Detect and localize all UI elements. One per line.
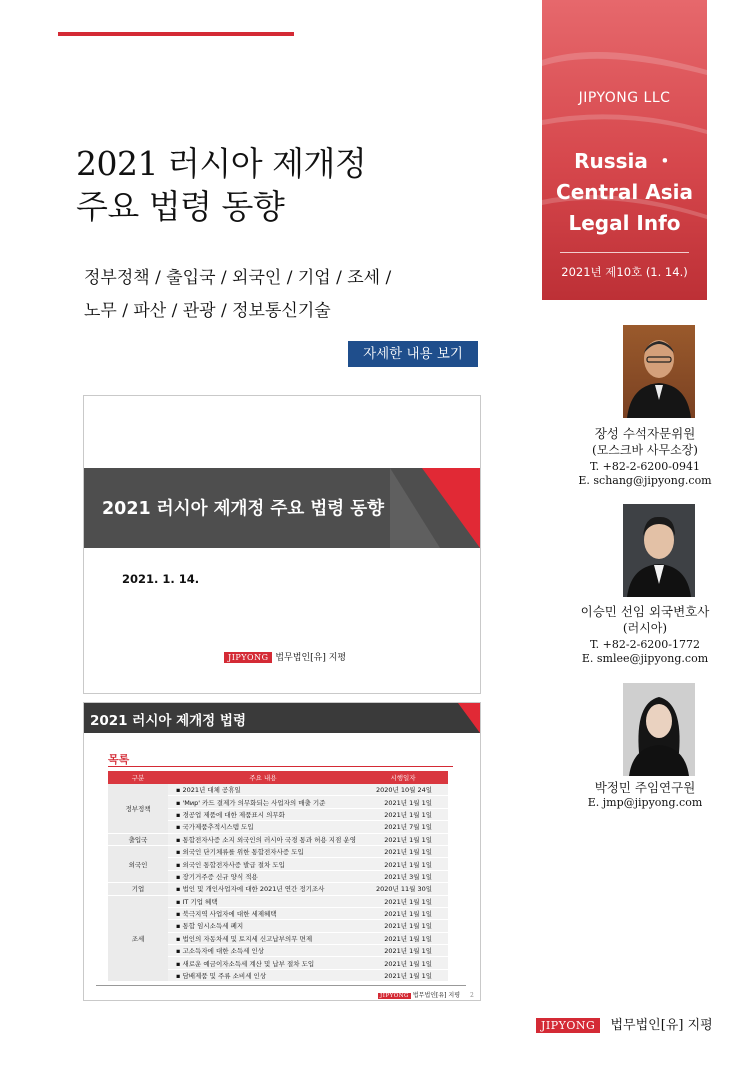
bullet-icon: ▪ (176, 885, 183, 894)
row-item (168, 895, 358, 907)
bullet-icon: ▪ (176, 786, 183, 795)
row-item-text: 국가제품추적시스템 도입 (182, 823, 254, 832)
topics-line-2: 노무 / 파산 / 관광 / 정보통신기술 (84, 301, 331, 321)
newsletter-banner (542, 0, 707, 300)
banner-divider (560, 252, 689, 253)
banner-subject (542, 146, 707, 239)
row-item-text: IT 기업 혜택 (182, 897, 218, 906)
title-line-2: 주요 법령 동향 (76, 187, 285, 226)
slide-footer-line (96, 985, 466, 986)
toc-divider (108, 766, 453, 767)
row-date: 2021년 1월 1일 (358, 808, 448, 820)
firm-name: 법무법인[유] 지평 (275, 653, 347, 663)
row-category: 출입국 (108, 833, 168, 845)
slide-logo (224, 650, 346, 663)
row-item (168, 920, 358, 932)
bullet-icon: ▪ (176, 959, 183, 968)
person-email[interactable]: E. jmp@jipyong.com (587, 796, 703, 809)
bullet-icon: ▪ (176, 798, 183, 807)
row-date: 2021년 7월 1일 (358, 821, 448, 833)
row-item-text: 법인 및 개인사업자에 대한 2021년 연간 정기조사 (182, 885, 325, 894)
slide-contents-thumbnail[interactable] (83, 702, 481, 1001)
row-category: 정부정책 (108, 784, 168, 833)
table-row (108, 833, 448, 845)
person-phone: T. +82-2-6200-1772 (589, 638, 701, 651)
row-item-text: 통합전자사증 소지 외국인의 러시아 국경 통과 허용 지점 운영 (182, 835, 356, 844)
banner-org: JIPYONG LLC (578, 90, 671, 106)
banner-line-2: Central Asia (556, 180, 693, 204)
row-item (168, 821, 358, 833)
row-item (168, 784, 358, 796)
row-date: 2021년 1월 1일 (358, 945, 448, 957)
slide-date: 2021. 1. 14. (122, 572, 200, 586)
banner-line-3: Legal Info (568, 211, 681, 235)
table-row (108, 883, 448, 895)
person-name: 장성 수석자문위원 (594, 426, 696, 441)
avatar (623, 683, 695, 776)
bullet-icon: ▪ (176, 897, 183, 906)
table-row (108, 895, 448, 907)
row-date: 2021년 3월 1일 (358, 870, 448, 882)
row-item-text: 장기거주증 신규 양식 적용 (182, 872, 258, 881)
row-date: 2021년 1월 1일 (358, 969, 448, 981)
col-header-content: 주요 내용 (168, 771, 358, 784)
page-title (76, 142, 366, 228)
contact-card-1 (565, 426, 725, 488)
bullet-icon: ▪ (176, 823, 183, 832)
row-date: 2021년 1월 1일 (358, 796, 448, 808)
col-header-date: 시행일자 (358, 771, 448, 784)
row-item (168, 883, 358, 895)
person-name: 박정민 주임연구원 (594, 780, 696, 795)
table-row (108, 784, 448, 796)
bullet-icon: ▪ (176, 872, 183, 881)
firm-name: 법무법인[유] 지평 (412, 992, 461, 999)
bullet-icon: ▪ (176, 922, 183, 931)
avatar (623, 325, 695, 418)
row-date: 2021년 1월 1일 (358, 957, 448, 969)
row-date: 2021년 1월 1일 (358, 858, 448, 870)
topics-line-1: 정부정책 / 출입국 / 외국인 / 기업 / 조세 / (84, 268, 392, 288)
person-affiliation: (모스크바 사무소장) (592, 443, 698, 457)
law-table-body (108, 784, 448, 982)
row-item-text: 북극지역 사업자에 대한 세제혜택 (182, 910, 277, 919)
row-item-text: 담배제품 및 주류 소비세 인상 (182, 972, 267, 981)
row-date: 2021년 1월 1일 (358, 833, 448, 845)
row-item-text: 'Мир' 카드 결제가 의무화되는 사업자의 매출 기준 (182, 798, 326, 807)
row-date: 2021년 1월 1일 (358, 845, 448, 857)
avatar (623, 504, 695, 597)
header-accent (458, 703, 480, 733)
row-item (168, 932, 358, 944)
row-item (168, 945, 358, 957)
person-photo-1 (623, 325, 695, 418)
row-date: 2020년 10월 24일 (358, 784, 448, 796)
row-item-text: 외국인 통합전자사증 발급 절차 도입 (182, 860, 285, 869)
slide-footer-logo (378, 990, 474, 999)
row-item-text: 고소득자에 대한 소득세 인상 (182, 947, 265, 956)
row-item-text: 법인의 자동차세 및 토지세 신고납부의무 면제 (182, 934, 313, 943)
slide-title: 2021 러시아 제개정 주요 법령 동향 (102, 499, 385, 519)
bullet-icon: ▪ (176, 860, 183, 869)
row-item (168, 957, 358, 969)
person-name: 이승민 선임 외국변호사 (580, 604, 710, 619)
jipyong-logo: JIPYONG (224, 652, 272, 663)
person-photo-3 (623, 683, 695, 776)
view-details-button[interactable]: 자세한 내용 보기 (348, 341, 478, 367)
row-item (168, 833, 358, 845)
bullet-icon: ▪ (176, 835, 183, 844)
row-date: 2021년 1월 1일 (358, 932, 448, 944)
row-item (168, 870, 358, 882)
slide-cover-thumbnail[interactable] (83, 395, 481, 694)
row-date: 2021년 1월 1일 (358, 907, 448, 919)
firm-name: 법무법인[유] 지평 (610, 1018, 713, 1033)
person-email[interactable]: E. schang@jipyong.com (578, 474, 712, 487)
contact-card-3 (565, 780, 725, 810)
row-item (168, 907, 358, 919)
row-item (168, 858, 358, 870)
row-category: 외국인 (108, 845, 168, 882)
slide-header-title: 2021 러시아 제개정 법령 (90, 713, 247, 729)
row-date: 2021년 1월 1일 (358, 920, 448, 932)
row-date: 2021년 1월 1일 (358, 895, 448, 907)
law-table (108, 771, 448, 982)
bullet-icon: ▪ (176, 934, 183, 943)
bullet-icon: ▪ (176, 910, 183, 919)
row-item-text: 새로운 예금이자소득세 계산 및 납부 절차 도입 (182, 959, 315, 968)
jipyong-logo: JIPYONG (380, 993, 409, 999)
page-number: 2 (469, 992, 474, 999)
row-item (168, 808, 358, 820)
bullet-icon: ▪ (176, 848, 183, 857)
person-phone: T. +82-2-6200-0941 (589, 460, 701, 473)
row-item (168, 845, 358, 857)
table-row (108, 845, 448, 857)
bullet-icon: ▪ (176, 947, 183, 956)
row-item-text: 경공업 제품에 대한 제품표시 의무화 (182, 810, 285, 819)
topic-list (84, 262, 391, 328)
bullet-icon: ▪ (176, 810, 183, 819)
row-date: 2020년 11월 30일 (358, 883, 448, 895)
row-item (168, 969, 358, 981)
row-item (168, 796, 358, 808)
col-header-category: 구분 (108, 771, 168, 784)
row-category: 조세 (108, 895, 168, 982)
person-photo-2 (623, 504, 695, 597)
bullet-icon: ▪ (176, 972, 183, 981)
banner-issue: 2021년 제10호 (1. 14.) (561, 265, 688, 279)
row-item-text: 통합 임시소득세 폐지 (182, 922, 244, 931)
person-email[interactable]: E. smlee@jipyong.com (581, 652, 709, 665)
contact-card-2 (565, 604, 725, 666)
row-category: 기업 (108, 883, 168, 895)
bar-accent (422, 468, 480, 548)
row-item-text: 2021년 대체 공휴일 (182, 786, 241, 795)
row-item-text: 외국인 단기체류를 위한 통합전자사증 도입 (182, 848, 304, 857)
accent-line (58, 32, 294, 36)
banner-line-1: Russia ・ (574, 149, 675, 173)
jipyong-logo: JIPYONG (536, 1018, 600, 1033)
person-affiliation: (러시아) (622, 621, 668, 635)
footer-logo (536, 1014, 713, 1033)
title-line-1: 2021 러시아 제개정 (76, 144, 367, 183)
toc-label: 목록 (108, 753, 130, 766)
